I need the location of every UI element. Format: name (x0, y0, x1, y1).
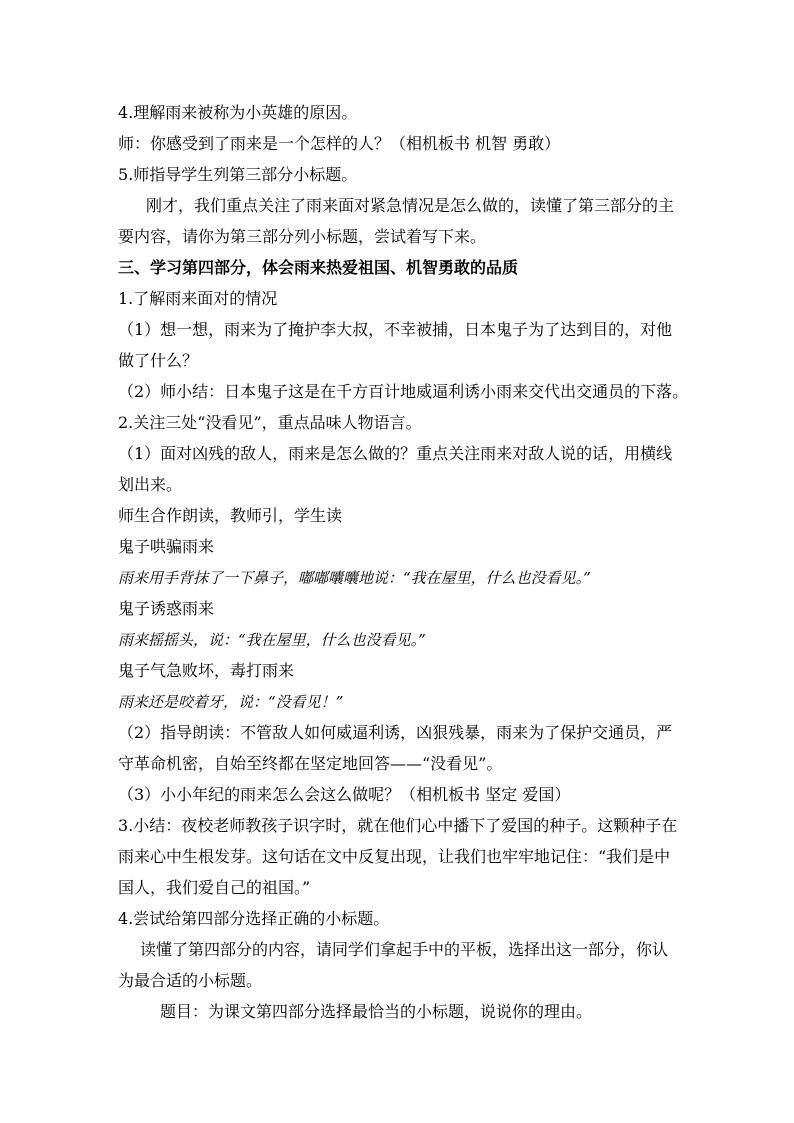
paragraph-line: 师生合作朗读，教师引，学生读 (118, 506, 343, 525)
summary-line: 国人，我们爱自己的祖国。” (118, 878, 311, 897)
paragraph-line: 守革命机密，自始至终都在坚定地回答——“没看见”。 (118, 754, 503, 773)
subsection-1-heading: 1.了解雨来面对的情况 (118, 289, 278, 308)
step-4-heading: 4.理解雨来被称为小英雄的原因。 (118, 103, 358, 122)
reading-cue: 鬼子哄骗雨来 (118, 537, 215, 556)
paragraph-line: （1）想一想，雨来为了掩护李大叔，不幸被捕，日本鬼子为了达到目的，对他 (118, 320, 673, 339)
paragraph-line: （2）师小结：日本鬼子这是在千方百计地威逼利诱小雨来交代出交通员的下落。 (118, 382, 689, 401)
paragraph-line: 要内容，请你为第三部分列小标题，尝试着写下来。 (118, 227, 487, 246)
section-3-heading: 三、学习第四部分，体会雨来热爱祖国、机智勇敢的品质 (118, 258, 519, 277)
teacher-question: 师：你感受到了雨来是一个怎样的人？（相机板书 机智 勇敢） (118, 134, 561, 153)
quoted-line: 雨来还是咬着牙，说：“没看见！” (118, 693, 344, 711)
task-prompt: 题目：为课文第四部分选择最恰当的小标题，说说你的理由。 (160, 1002, 593, 1021)
paragraph-line: （1）面对凶残的敌人，雨来是怎么做的？重点关注雨来对敌人说的话，用横线 (118, 444, 673, 463)
subsection-2-heading: 2.关注三处“没看见”，重点品味人物语言。 (118, 413, 422, 432)
paragraph-line: （2）指导朗读：不管敌人如何威逼利诱，凶狠残暴，雨来为了保护交通员，严 (118, 723, 673, 742)
reading-cue: 鬼子气急败坏，毒打雨来 (118, 661, 295, 680)
paragraph-line: 刚才，我们重点关注了雨来面对紧急情况是怎么做的，读懂了第三部分的主 (146, 196, 675, 215)
paragraph-line: 划出来。 (118, 475, 183, 494)
subsection-4-heading: 4.尝试给第四部分选择正确的小标题。 (118, 909, 390, 928)
paragraph-line: （3）小小年纪的雨来怎么会这么做呢？（相机板书 坚定 爱国） (118, 785, 571, 804)
summary-line: 雨来心中生根发芽。这句话在文中反复出现，让我们也牢牢地记住：“我们是中 (118, 847, 671, 866)
quoted-line: 雨来摇摇头，说：“我在屋里，什么也没看见。” (118, 631, 426, 649)
reading-cue: 鬼子诱惑雨来 (118, 599, 215, 618)
quoted-line: 雨来用手背抹了一下鼻子，嘟嘟囔囔地说：“我在屋里，什么也没看见。” (118, 569, 591, 587)
paragraph-line: 为最合适的小标题。 (118, 971, 263, 990)
summary-line: 3.小结：夜校老师教孩子识字时，就在他们心中播下了爱国的种子。这颗种子在 (118, 816, 678, 835)
step-5-heading: 5.师指导学生列第三部分小标题。 (118, 165, 358, 184)
paragraph-line: 读懂了第四部分的内容，请同学们拿起手中的平板，选择出这一部分，你认 (140, 940, 669, 959)
paragraph-line: 做了什么？ (118, 351, 199, 370)
